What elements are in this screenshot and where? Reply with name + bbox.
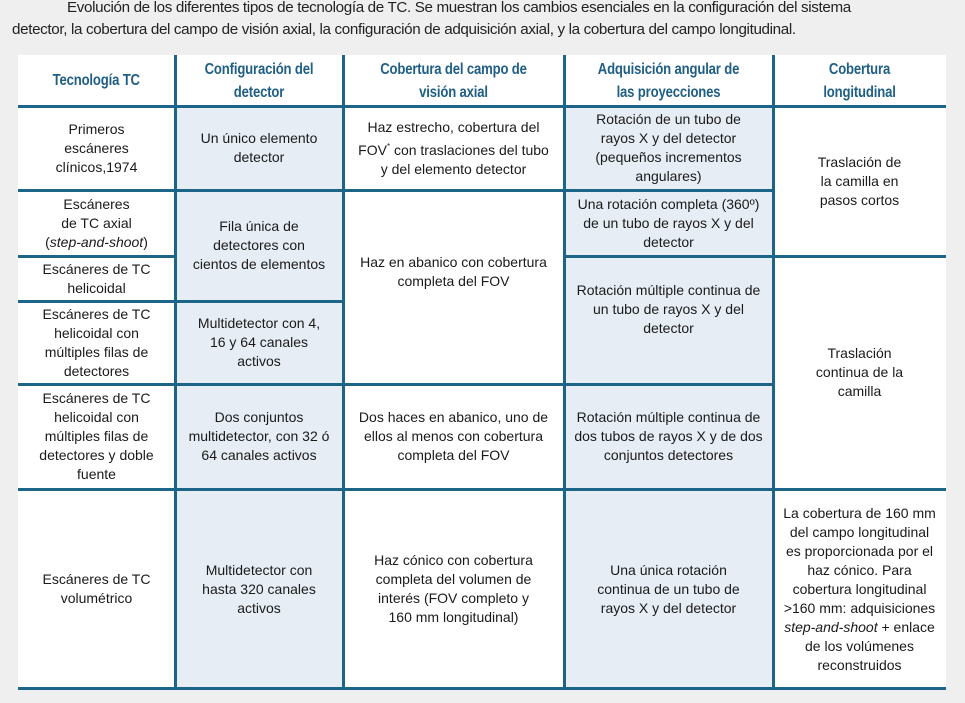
column-divider [342, 55, 345, 689]
cell-technology-multislice: Escáneres de TC helicoidal con múltiples filas de detectores [42, 305, 151, 379]
header-angular-acquisition: Adquisición angular de las proyecciones [597, 60, 740, 101]
column-divider [174, 55, 177, 689]
cell-angular-rotation-small: Rotación de un tubo de rayos X y del detector (pequeños incrementos angulares) [595, 111, 742, 184]
cell-fov-cone-beam: Haz cónico con cobertura completa del volumen de interés (FOV completo y 160 mm longitudinal) [374, 552, 533, 625]
row-divider [18, 300, 344, 303]
cell-fov-narrow-beam: Haz estrecho, cobertura del FOV* con traslaciones del tubo y del elemento detector [358, 118, 549, 177]
cell-angular-dual-tube: Rotación múltiple continua de dos tubos de rayos X y de dos conjuntos detectores [574, 409, 763, 463]
cell-detector-multidetector: Multidetector con 4, 16 y 64 canales activos [197, 315, 321, 369]
cell-detector-single-element: Un único elemento detector [200, 130, 318, 165]
header-detector-config: Configuración del detector [204, 60, 314, 101]
caption-line-2: detector, la cobertura del campo de visión axial, la configuración de adquisición axial, y la cobertura del campo longitudinal. [12, 21, 796, 38]
technology-axial-mode: (step-and-shoot) [45, 233, 148, 250]
ct-technology-table [18, 55, 946, 689]
row-divider [563, 255, 946, 258]
column-divider [563, 55, 566, 689]
header-divider [18, 105, 946, 108]
cell-angular-single-rotation: Una única rotación continua de un tubo de rayos X y del detector [597, 561, 740, 616]
table-bottom-border [18, 687, 946, 690]
table-caption [12, 0, 957, 41]
cell-detector-dual: Dos conjuntos multidetector, con 32 ó 64 canales activos [188, 409, 330, 463]
header-technology: Tecnología TC [52, 72, 141, 89]
cell-technology-axial [18, 190, 175, 256]
header-axial-fov: Cobertura del campo de visión axial [380, 60, 527, 101]
cell-technology-volumetric: Escáneres de TC volumétrico [42, 571, 151, 606]
cell-longitudinal-continuous: Traslación continua de la camilla [815, 345, 904, 399]
cell-angular-multi-rotation: Rotación múltiple continua de un tubo de rayos X y del detector [576, 281, 761, 336]
caption-line-1: Evolución de los diferentes tipos de tecnología de TC. Se muestran los cambios esenciales en la configuración del sistema [67, 0, 851, 16]
cell-fov-dual-fan: Dos haces en abanico, uno de ellos al menos con cobertura completa del FOV [358, 409, 549, 463]
column-divider [772, 55, 775, 689]
cell-angular-full-rotation: Una rotación completa (360º) de un tubo de rayos X y del detector [577, 195, 760, 250]
cell-technology-dual-source: Escáneres de TC helicoidal con múltiples filas de detectores y doble fuente [39, 390, 154, 482]
cell-technology-early: Primeros escáneres clínicos,1974 [55, 120, 138, 175]
cell-longitudinal-step: Traslación de la camilla en pasos cortos [817, 153, 902, 208]
row-divider [18, 189, 774, 192]
cell-detector-single-row: Fila única de detectores con cientos de elementos [192, 218, 326, 272]
cell-technology-helical: Escáneres de TC helicoidal [42, 260, 151, 296]
cell-longitudinal-cone: La cobertura de 160 mm del campo longitudinal es proporcionada por el haz cónico. Para cobertura longitudinal >160 mm: adquisiciones step-and-shoot + enlace de los volúmenes reconstruidos [783, 504, 936, 673]
cell-detector-320: Multidetector con hasta 320 canales activos [202, 561, 316, 616]
cell-fov-fan-beam: Haz en abanico con cobertura completa del FOV [360, 254, 547, 289]
technology-axial-label: Escáneres de TC axial [61, 195, 132, 231]
header-longitudinal: Cobertura longitudinal [823, 60, 896, 101]
row-divider [18, 383, 774, 386]
row-divider [18, 488, 946, 491]
row-divider [18, 255, 176, 258]
